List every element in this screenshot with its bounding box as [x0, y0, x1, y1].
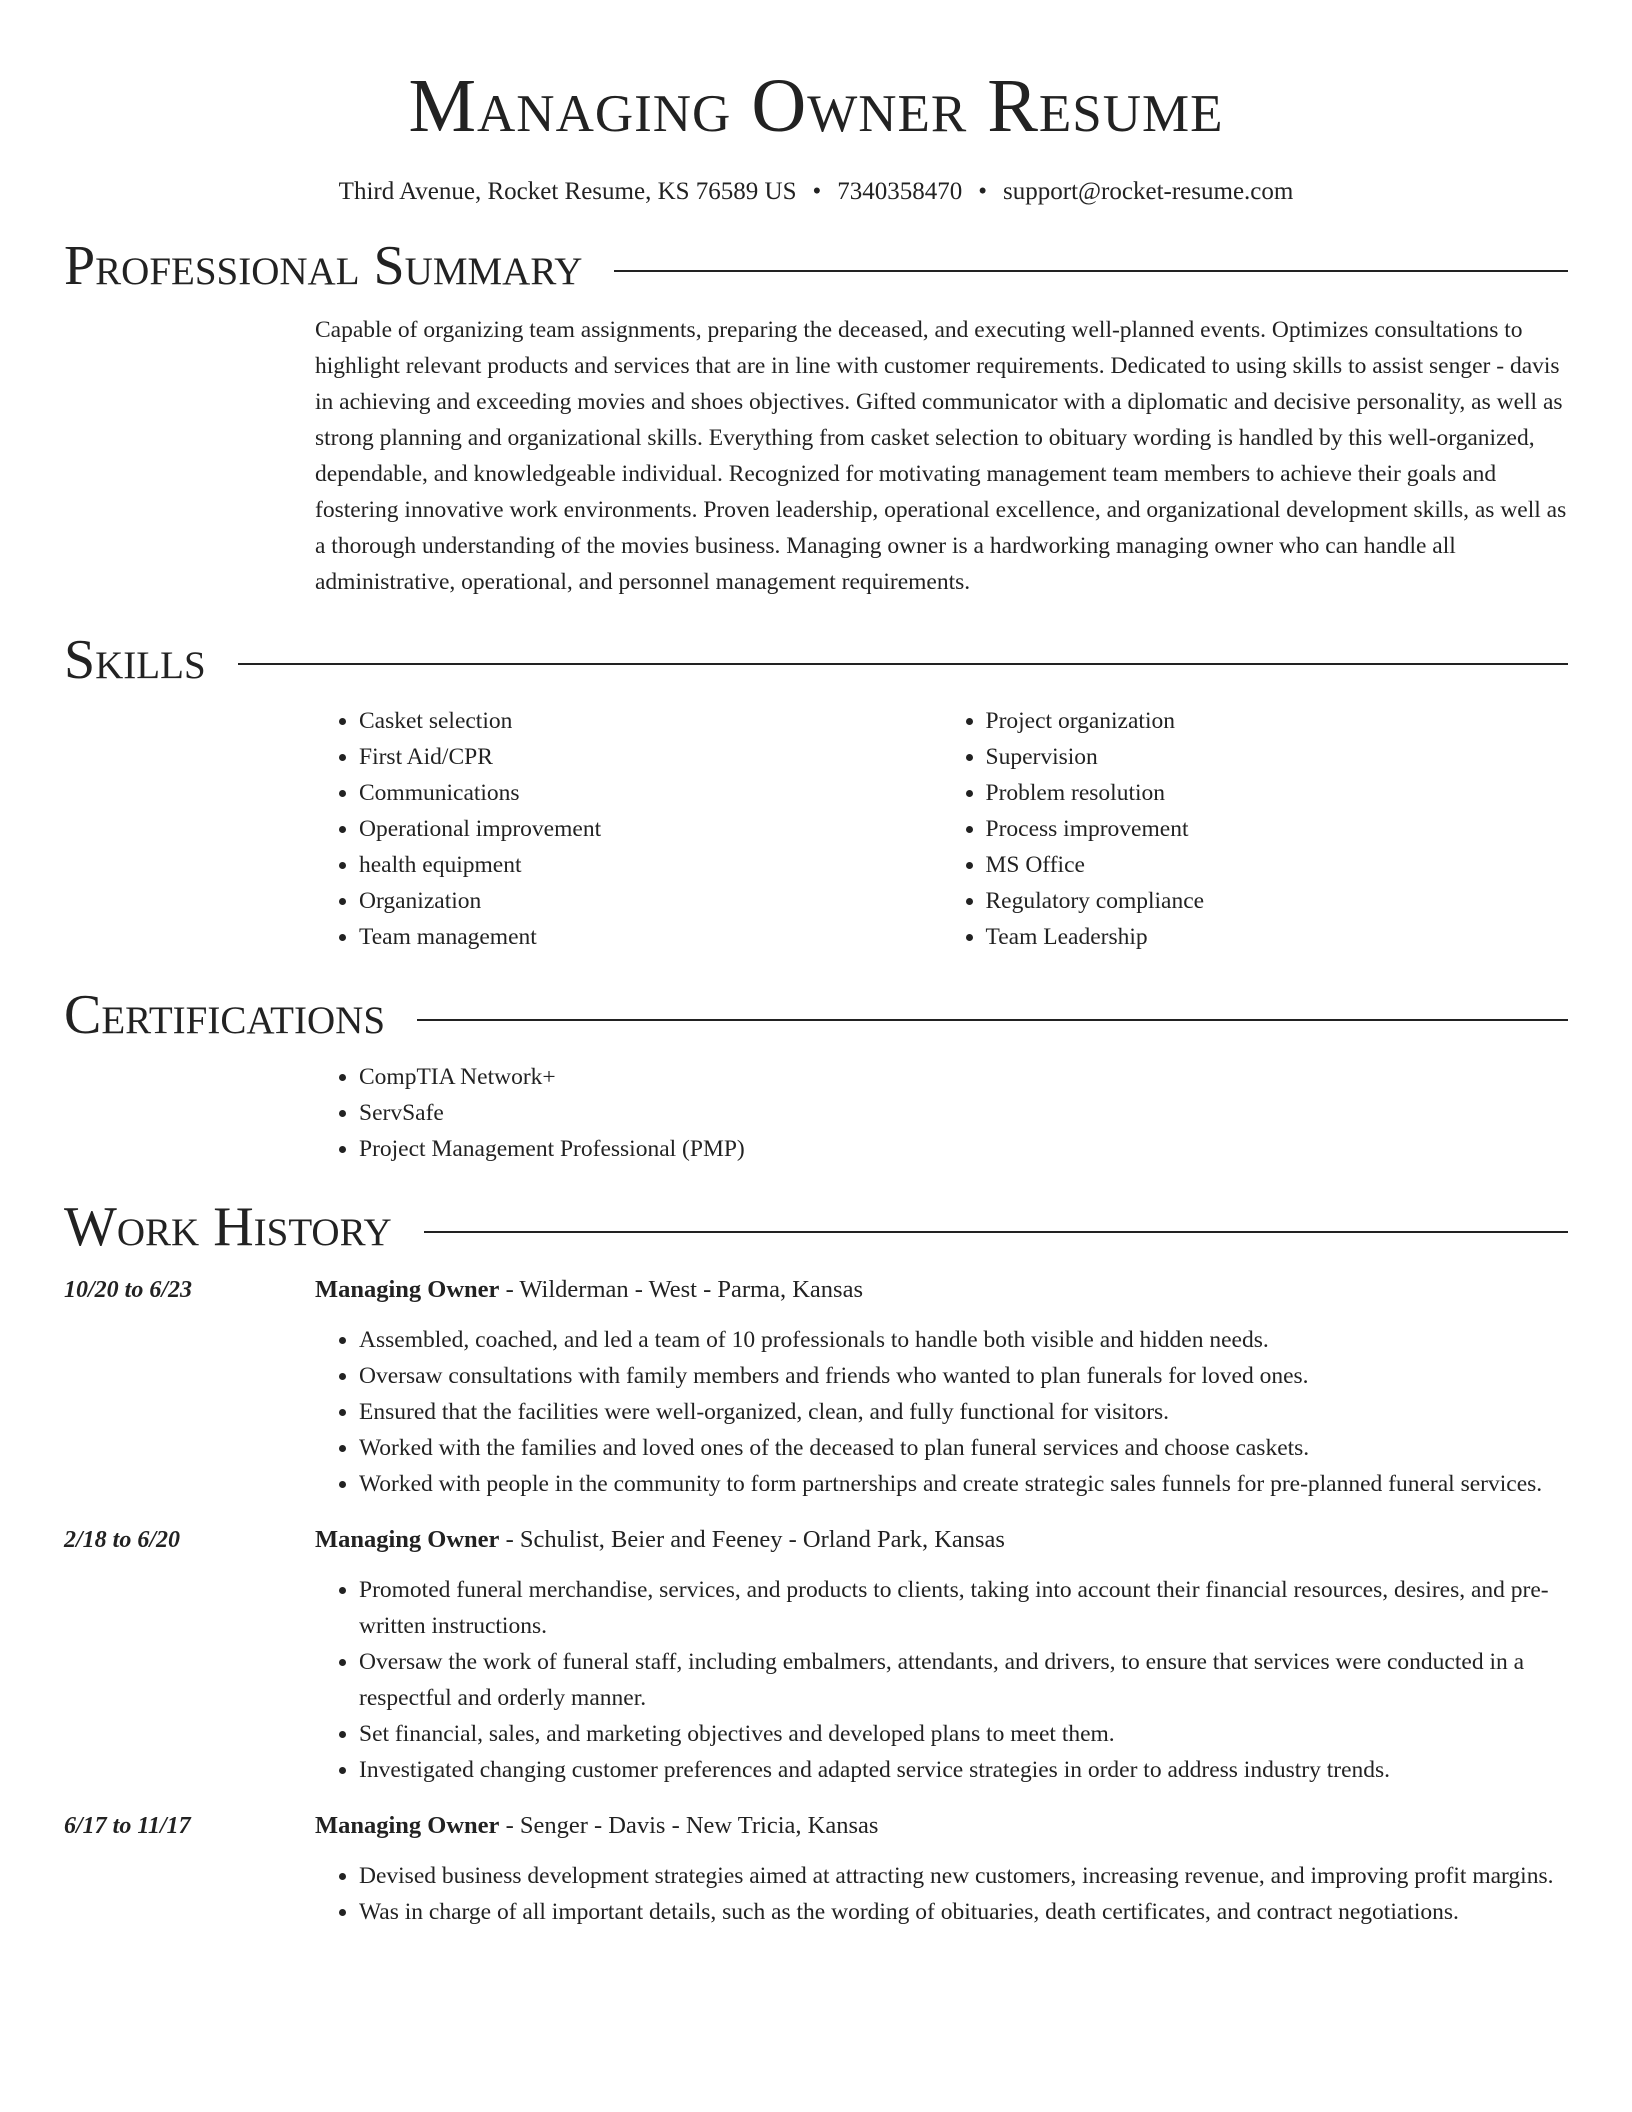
- summary-section-header: [64, 236, 1568, 298]
- job-bullet: • Devised business development strategies aimed at attracting new customers, increasing revenue, and improving profit margins.: [359, 1858, 1568, 1894]
- job-bullet: • Worked with people in the community to form partnerships and create strategic sales funnels for pre-planned funeral services.: [359, 1466, 1568, 1502]
- section-divider: [424, 1231, 1568, 1233]
- contact-separator: •: [978, 178, 988, 205]
- job-title: Managing Owner: [315, 1276, 500, 1304]
- job-heading: [315, 1808, 1568, 1844]
- work-heading: Work History: [64, 1195, 392, 1258]
- job-dates: 6/17 to 11/17: [64, 1813, 191, 1840]
- certifications-list: [315, 1059, 1568, 1167]
- job-body: [315, 1522, 1568, 1788]
- skill-item: • Organization: [359, 883, 942, 919]
- section-divider: [238, 663, 1568, 665]
- certification-item: • Project Management Professional (PMP): [359, 1131, 1568, 1167]
- job-bullet: • Assembled, coached, and led a team of 10 professionals to handle both visible and hidden needs.: [359, 1322, 1568, 1358]
- skills-list-left: [315, 703, 942, 955]
- contact-phone: 7340358470: [837, 178, 963, 205]
- skill-item: • Communications: [359, 775, 942, 811]
- job-bullets: [315, 1322, 1568, 1502]
- certification-item: • CompTIA Network+: [359, 1059, 1568, 1095]
- skill-item: • Supervision: [986, 739, 1569, 775]
- job-company: - Senger - Davis - New Tricia, Kansas: [499, 1812, 879, 1840]
- job-heading: [315, 1272, 1568, 1308]
- job-bullet: • Promoted funeral merchandise, services, and products to clients, taking into account their financial resources, desires, and pre-written instructions.: [359, 1572, 1568, 1644]
- certifications-section-header: [64, 985, 1568, 1047]
- summary-heading: Professional Summary: [64, 235, 583, 297]
- certifications-heading: Certifications: [64, 984, 386, 1047]
- skills-grid: [315, 703, 1568, 955]
- summary-text: Capable of organizing team assignments, preparing the deceased, and executing well-planned events. Optimizes consultations to highlight relevant products and services that are in line with customer requirements. Dedicated to using skills to assist senger - davis in achieving and exceeding movies and shoes objectives. Gifted communicator with a diplomatic and decisive personality, as well as strong planning and organizational skills. Everything from casket selection to obituary wording is handled by this well-organized, dependable, and knowledgeable individual. Recognized for motivating management team members to achieve their goals and fostering innovative work environments. Proven leadership, operational excellence, and organizational development skills, as well as a thorough understanding of the movies business. Managing owner is a hardworking managing owner who can handle all administrative, operational, and personnel management requirements.: [315, 316, 1567, 595]
- skill-item: • First Aid/CPR: [359, 739, 942, 775]
- skill-item: • Process improvement: [986, 811, 1569, 847]
- job-dates: 2/18 to 6/20: [64, 1527, 181, 1554]
- skill-item: • health equipment: [359, 847, 942, 883]
- contact-address: Third Avenue, Rocket Resume, KS 76589 US: [338, 178, 797, 205]
- resume-title: Managing Owner Resume: [408, 64, 1224, 148]
- certification-item: • ServSafe: [359, 1095, 1568, 1131]
- job-bullets: [315, 1572, 1568, 1788]
- job-title: Managing Owner: [315, 1812, 500, 1840]
- job-body: [315, 1808, 1568, 1930]
- job-entry: [64, 1522, 1568, 1788]
- work-section-header: [64, 1197, 1568, 1259]
- job-title: Managing Owner: [315, 1526, 500, 1554]
- skills-section-header: [64, 630, 1568, 692]
- contact-email: support@rocket-resume.com: [1003, 178, 1294, 205]
- certifications-block: [315, 1059, 1568, 1167]
- job-bullet: • Oversaw the work of funeral staff, including embalmers, attendants, and drivers, to ensure that services were conducted in a respectful and orderly manner.: [359, 1644, 1568, 1716]
- job-company: - Wilderman - West - Parma, Kansas: [499, 1276, 863, 1304]
- job-bullet: • Oversaw consultations with family members and friends who wanted to plan funerals for loved ones.: [359, 1358, 1568, 1394]
- job-bullet: • Investigated changing customer preferences and adapted service strategies in order to address industry trends.: [359, 1752, 1568, 1788]
- skills-list-right: [942, 703, 1569, 955]
- skill-item: • Regulatory compliance: [986, 883, 1569, 919]
- skill-item: • Casket selection: [359, 703, 942, 739]
- section-divider: [614, 270, 1568, 272]
- job-company: - Schulist, Beier and Feeney - Orland Park, Kansas: [499, 1526, 1005, 1554]
- job-body: [315, 1272, 1568, 1502]
- job-entry: [64, 1808, 1568, 1930]
- job-dates: 10/20 to 6/23: [64, 1277, 193, 1304]
- skill-item: • Project organization: [986, 703, 1569, 739]
- skill-item: • MS Office: [986, 847, 1569, 883]
- skill-item: • Team management: [359, 919, 942, 955]
- job-heading: [315, 1522, 1568, 1558]
- job-entry: [64, 1272, 1568, 1502]
- contact-line: [64, 178, 1568, 206]
- job-bullet: • Worked with the families and loved ones of the deceased to plan funeral services and choose caskets.: [359, 1430, 1568, 1466]
- section-divider: [417, 1019, 1568, 1021]
- skill-item: • Team Leadership: [986, 919, 1569, 955]
- job-bullet: • Was in charge of all important details, such as the wording of obituaries, death certificates, and contract negotiations.: [359, 1894, 1568, 1930]
- skills-heading: Skills: [64, 628, 206, 691]
- job-bullet: • Ensured that the facilities were well-organized, clean, and fully functional for visitors.: [359, 1394, 1568, 1430]
- skill-item: • Operational improvement: [359, 811, 942, 847]
- work-history: [64, 1272, 1568, 1930]
- contact-separator: •: [812, 178, 822, 205]
- skill-item: • Problem resolution: [986, 775, 1569, 811]
- job-bullets: [315, 1858, 1568, 1930]
- job-bullet: • Set financial, sales, and marketing objectives and developed plans to meet them.: [359, 1716, 1568, 1752]
